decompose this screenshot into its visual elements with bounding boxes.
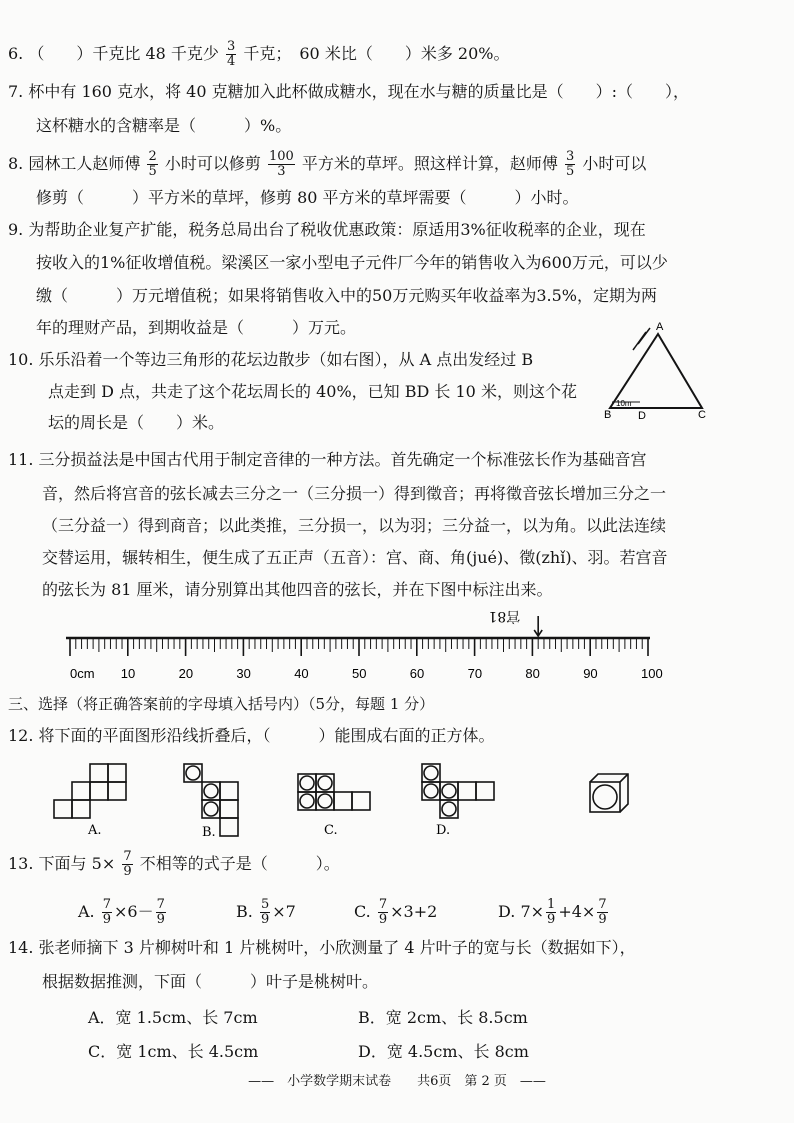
q14-option-a: A．宽 1.5cm、长 7cm	[88, 1008, 258, 1027]
target-cube	[590, 774, 628, 812]
q12-text: 将下面的平面图形沿线折叠后，（ ）能围成右面的正方体。	[38, 726, 495, 745]
walk-arrow-line	[633, 332, 646, 350]
cube-nets-figure	[50, 760, 670, 844]
ruler-tick-label: 80	[525, 666, 540, 681]
q13-text-2: 不相等的式子是（ ）。	[139, 854, 340, 873]
ruler-tick-label: 10	[120, 666, 136, 681]
q13-option-b	[236, 898, 296, 927]
question-number: 11.	[8, 450, 34, 469]
question-9-line-4: 年的理财产品，到期收益是（ ）万元。	[36, 318, 357, 337]
ruler-tick-label: 20	[178, 666, 194, 681]
question-number: 13.	[8, 854, 34, 873]
net-d-label: D.	[436, 823, 451, 838]
point-d-label: D	[638, 410, 646, 420]
option-expression: ×7	[272, 902, 296, 921]
ruler-tick-label: 90	[583, 666, 598, 681]
page-footer: —— 小学数学期末试卷 共6页 第 2 页 ——	[248, 1074, 546, 1089]
question-9-line-1	[8, 218, 646, 242]
option-label: D.	[498, 902, 516, 921]
vertex-b-label: B	[604, 409, 612, 420]
question-number: 6.	[8, 44, 24, 63]
question-number: 8.	[8, 154, 24, 173]
question-9-line-3: 缴（ ）万元增值税；如果将销售收入中的50万元购买年收益率为3.5%，定期为两	[36, 286, 658, 305]
option-label: A.	[78, 902, 95, 921]
q8-text-4: 小时可以	[582, 154, 647, 173]
fraction: $\frac{3}{4}$	[227, 39, 236, 69]
q8-text-2: 小时可以修剪	[164, 154, 261, 173]
q6-text-2: 千克； 60 米比（ ）米多 20%。	[243, 44, 510, 63]
q14-option-c: C．宽 1cm、长 4.5cm	[88, 1042, 259, 1061]
q13-option-c	[354, 898, 437, 927]
ruler-tick-label: 30	[236, 666, 251, 681]
question-11-line-3: （三分益一）得到商音；以此类推，三分损一，以为羽；三分益一，以为角。以此法连续	[42, 516, 667, 535]
question-8-line-1	[8, 150, 646, 179]
fraction: $\frac{100}{3}$	[268, 149, 294, 179]
ruler-tick-label: 50	[352, 666, 367, 681]
question-number: 7.	[8, 82, 24, 101]
net-b-label: B.	[202, 825, 216, 840]
option-expression: ×6－	[114, 902, 154, 921]
q7-text-1: 杯中有 160 克水，将 40 克糖加入此杯做成糖水，现在水与糖的质量比是（ ）:（ ），	[28, 82, 689, 101]
question-14-line-1	[8, 936, 636, 960]
question-number: 14.	[8, 938, 34, 957]
q13-option-d	[498, 898, 610, 927]
q13-text-1: 下面与 5×	[38, 854, 116, 873]
net-c	[298, 774, 370, 810]
q10-text-1: 乐乐沿着一个等边三角形的花坛边散步（如右图），从 A 点出发经过 B	[38, 350, 534, 369]
question-9-line-2: 按收入的1%征收增值税。梁溪区一家小型电子元件厂今年的销售收入为600万元，可以少	[36, 253, 668, 272]
option-expression: 7×	[520, 902, 545, 921]
question-14-line-2: 根据数据推测，下面（ ）叶子是桃树叶。	[42, 972, 379, 991]
ruler-tick-label: 100	[641, 666, 663, 681]
q6-text-1: （ ）千克比 48 千克少	[28, 44, 219, 63]
marker-label: 宫81	[488, 608, 521, 624]
question-number: 9.	[8, 220, 24, 239]
fraction: $\frac{7}{9}$	[156, 897, 165, 927]
question-11-line-4: 交替运用，辗转相生，便生成了五正声（五音）：宫、商、角(jué)、徵(zhǐ)、羽。若宫音	[42, 548, 668, 567]
question-11-line-1	[8, 448, 647, 472]
question-6	[8, 40, 509, 69]
fraction: $\frac{5}{9}$	[260, 897, 270, 927]
q14-text-1: 张老师摘下 3 片柳树叶和 1 片桃树叶，小欣测量了 4 片叶子的宽与长（数据如下），	[38, 938, 636, 957]
ruler-tick-label: 70	[467, 666, 483, 681]
q11-text-1: 三分损益法是中国古代用于制定音律的一种方法。首先确定一个标准弦长作为基础音宫	[38, 450, 647, 469]
ruler-tick-label: 60	[409, 666, 425, 681]
question-10-line-1	[8, 348, 533, 372]
question-12	[8, 724, 495, 748]
question-number: 10.	[8, 350, 34, 369]
option-label: B.	[236, 902, 253, 921]
net-a-label: A.	[88, 823, 102, 838]
fraction: $\frac{7}{9}$	[378, 897, 388, 927]
question-10-line-2: 点走到 D 点，共走了这个花坛周长的 40%，已知 BD 长 10 米，则这个花	[48, 382, 577, 401]
question-number: 12.	[8, 726, 34, 745]
ruler-tick-label: 0cm	[70, 666, 95, 681]
q13-option-a	[78, 898, 168, 927]
fraction: $\frac{2}{5}$	[148, 149, 157, 179]
length-label: 10m	[616, 399, 632, 408]
ruler	[60, 598, 670, 688]
q9-text-1: 为帮助企业复产扩能，税务总局出台了税收优惠政策：原适用3%征收税率的企业，现在	[28, 220, 646, 239]
question-11-line-5: 的弦长为 81 厘米，请分别算出其他四音的弦长，并在下图中标注出来。	[42, 580, 553, 599]
q14-option-b: B．宽 2cm、长 8.5cm	[358, 1008, 528, 1027]
fraction: $\frac{1}{9}$	[547, 897, 556, 927]
fraction: $\frac{7}{9}$	[598, 897, 607, 927]
option-label: C.	[354, 902, 371, 921]
triangle-figure	[598, 320, 718, 420]
ruler-tick-label: 40	[294, 666, 309, 681]
net-c-label: C.	[324, 823, 338, 838]
question-10-line-3: 坛的周长是（ ）米。	[48, 413, 225, 432]
q8-text-1: 园林工人赵师傅	[28, 154, 141, 173]
question-7-line-1	[8, 80, 689, 104]
option-expression: ×3+2	[390, 902, 438, 921]
fraction: $\frac{7}{9}$	[102, 897, 112, 927]
question-8-line-2: 修剪（ ）平方米的草坪，修剪 80 平方米的草坪需要（ ）小时。	[36, 188, 579, 207]
q8-text-3: 平方米的草坪。照这样计算，赵师傅	[301, 154, 558, 173]
fraction: $\frac{7}{9}$	[123, 849, 132, 879]
vertex-c-label: C	[698, 409, 706, 420]
q14-option-d: D．宽 4.5cm、长 8cm	[358, 1042, 529, 1061]
question-13	[8, 850, 340, 879]
question-7-line-2: 这杯糖水的含糖率是（ ）%。	[36, 116, 292, 135]
fraction: $\frac{3}{5}$	[565, 149, 575, 179]
option-expression: +4×	[558, 902, 596, 921]
net-d	[422, 764, 494, 818]
vertex-a-label: A	[656, 321, 664, 333]
net-a	[54, 764, 126, 818]
question-11-line-2: 音，然后将宫音的弦长减去三分之一（三分损一）得到徵音；再将徵音弦长增加三分之一	[42, 484, 667, 503]
section-3-heading: 三、选择（将正确答案前的字母填入括号内）（5分，每题 1 分）	[8, 695, 435, 713]
